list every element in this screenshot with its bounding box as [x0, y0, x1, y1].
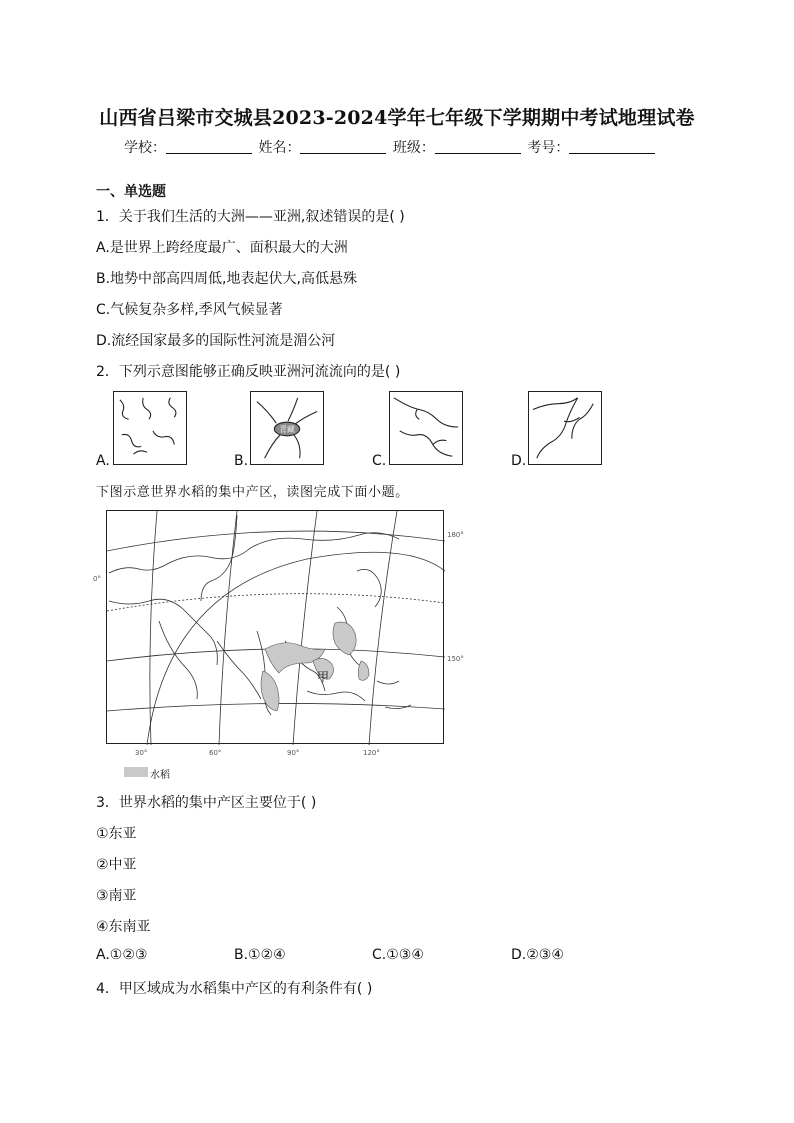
map-tick-90: 90°	[287, 749, 300, 757]
q2-stem: 2．下列示意图能够正确反映亚洲河流流向的是( )	[96, 364, 401, 380]
map-tick-30: 30°	[135, 749, 148, 757]
exam-no-label: 考号：	[527, 140, 570, 156]
q3-item-1: ①东亚	[96, 826, 137, 842]
class-blank	[435, 139, 521, 154]
q2-option-b-label: B.	[234, 453, 249, 469]
q2-b-plateau-label: 青藏	[279, 424, 295, 434]
q2-diagram-a	[113, 391, 187, 465]
map-jia-label: 甲	[317, 670, 330, 684]
q2-option-d-label: D.	[511, 453, 527, 469]
q3-stem: 3．世界水稻的集中产区主要位于( )	[96, 795, 317, 811]
map-intro: 下图示意世界水稻的集中产区，读图完成下面小题。	[96, 485, 409, 500]
class-label: 班级：	[392, 140, 435, 156]
page-title: 山西省吕梁市交城县2023-2024学年七年级下学期期中考试地理试卷	[99, 107, 695, 129]
school-label: 学校：	[124, 140, 166, 156]
section-heading: 一、单选题	[96, 184, 166, 200]
q1-option-a: A.是世界上跨经度最广、面积最大的大洲	[96, 240, 348, 256]
school-blank	[166, 139, 252, 154]
q3-option-b: B.①②④	[234, 947, 286, 963]
q4-stem: 4．甲区域成为水稻集中产区的有利条件有( )	[96, 981, 373, 997]
q3-item-2: ②中亚	[96, 857, 137, 873]
q2-option-a-label: A.	[96, 453, 110, 469]
q2-diagram-b	[250, 391, 324, 465]
map-tick-180: 180°	[447, 531, 464, 539]
map-tick-60: 60°	[209, 749, 222, 757]
q3-option-a: A.①②③	[96, 947, 148, 963]
q3-option-c: C.①③④	[372, 947, 424, 963]
name-label: 姓名：	[258, 140, 301, 156]
q3-option-d: D.②③④	[511, 947, 564, 963]
map-tick-150: 150°	[447, 655, 464, 663]
q2-diagram-c	[389, 391, 463, 465]
map-tick-0: 0°	[93, 575, 101, 583]
q2-diagram-d	[528, 391, 602, 465]
q1-option-b: B.地势中部高四周低,地表起伏大,高低悬殊	[96, 271, 357, 287]
q1-option-c: C.气候复杂多样,季风气候显著	[96, 302, 283, 318]
q1-stem: 1．关于我们生活的大洲——亚洲,叙述错误的是( )	[96, 209, 405, 225]
legend-rice-swatch	[124, 767, 148, 777]
q3-item-3: ③南亚	[96, 888, 137, 904]
name-blank	[300, 139, 386, 154]
exam-no-blank	[569, 139, 655, 154]
legend-rice-label: 水稻	[150, 770, 170, 781]
q1-option-d: D.流经国家最多的国际性河流是湄公河	[96, 333, 336, 349]
q3-item-4: ④东南亚	[96, 919, 151, 935]
q2-option-c-label: C.	[372, 453, 387, 469]
map-tick-120: 120°	[363, 749, 380, 757]
rice-map	[93, 510, 464, 757]
rice-map-svg	[107, 511, 445, 745]
student-info-row	[124, 137, 657, 157]
